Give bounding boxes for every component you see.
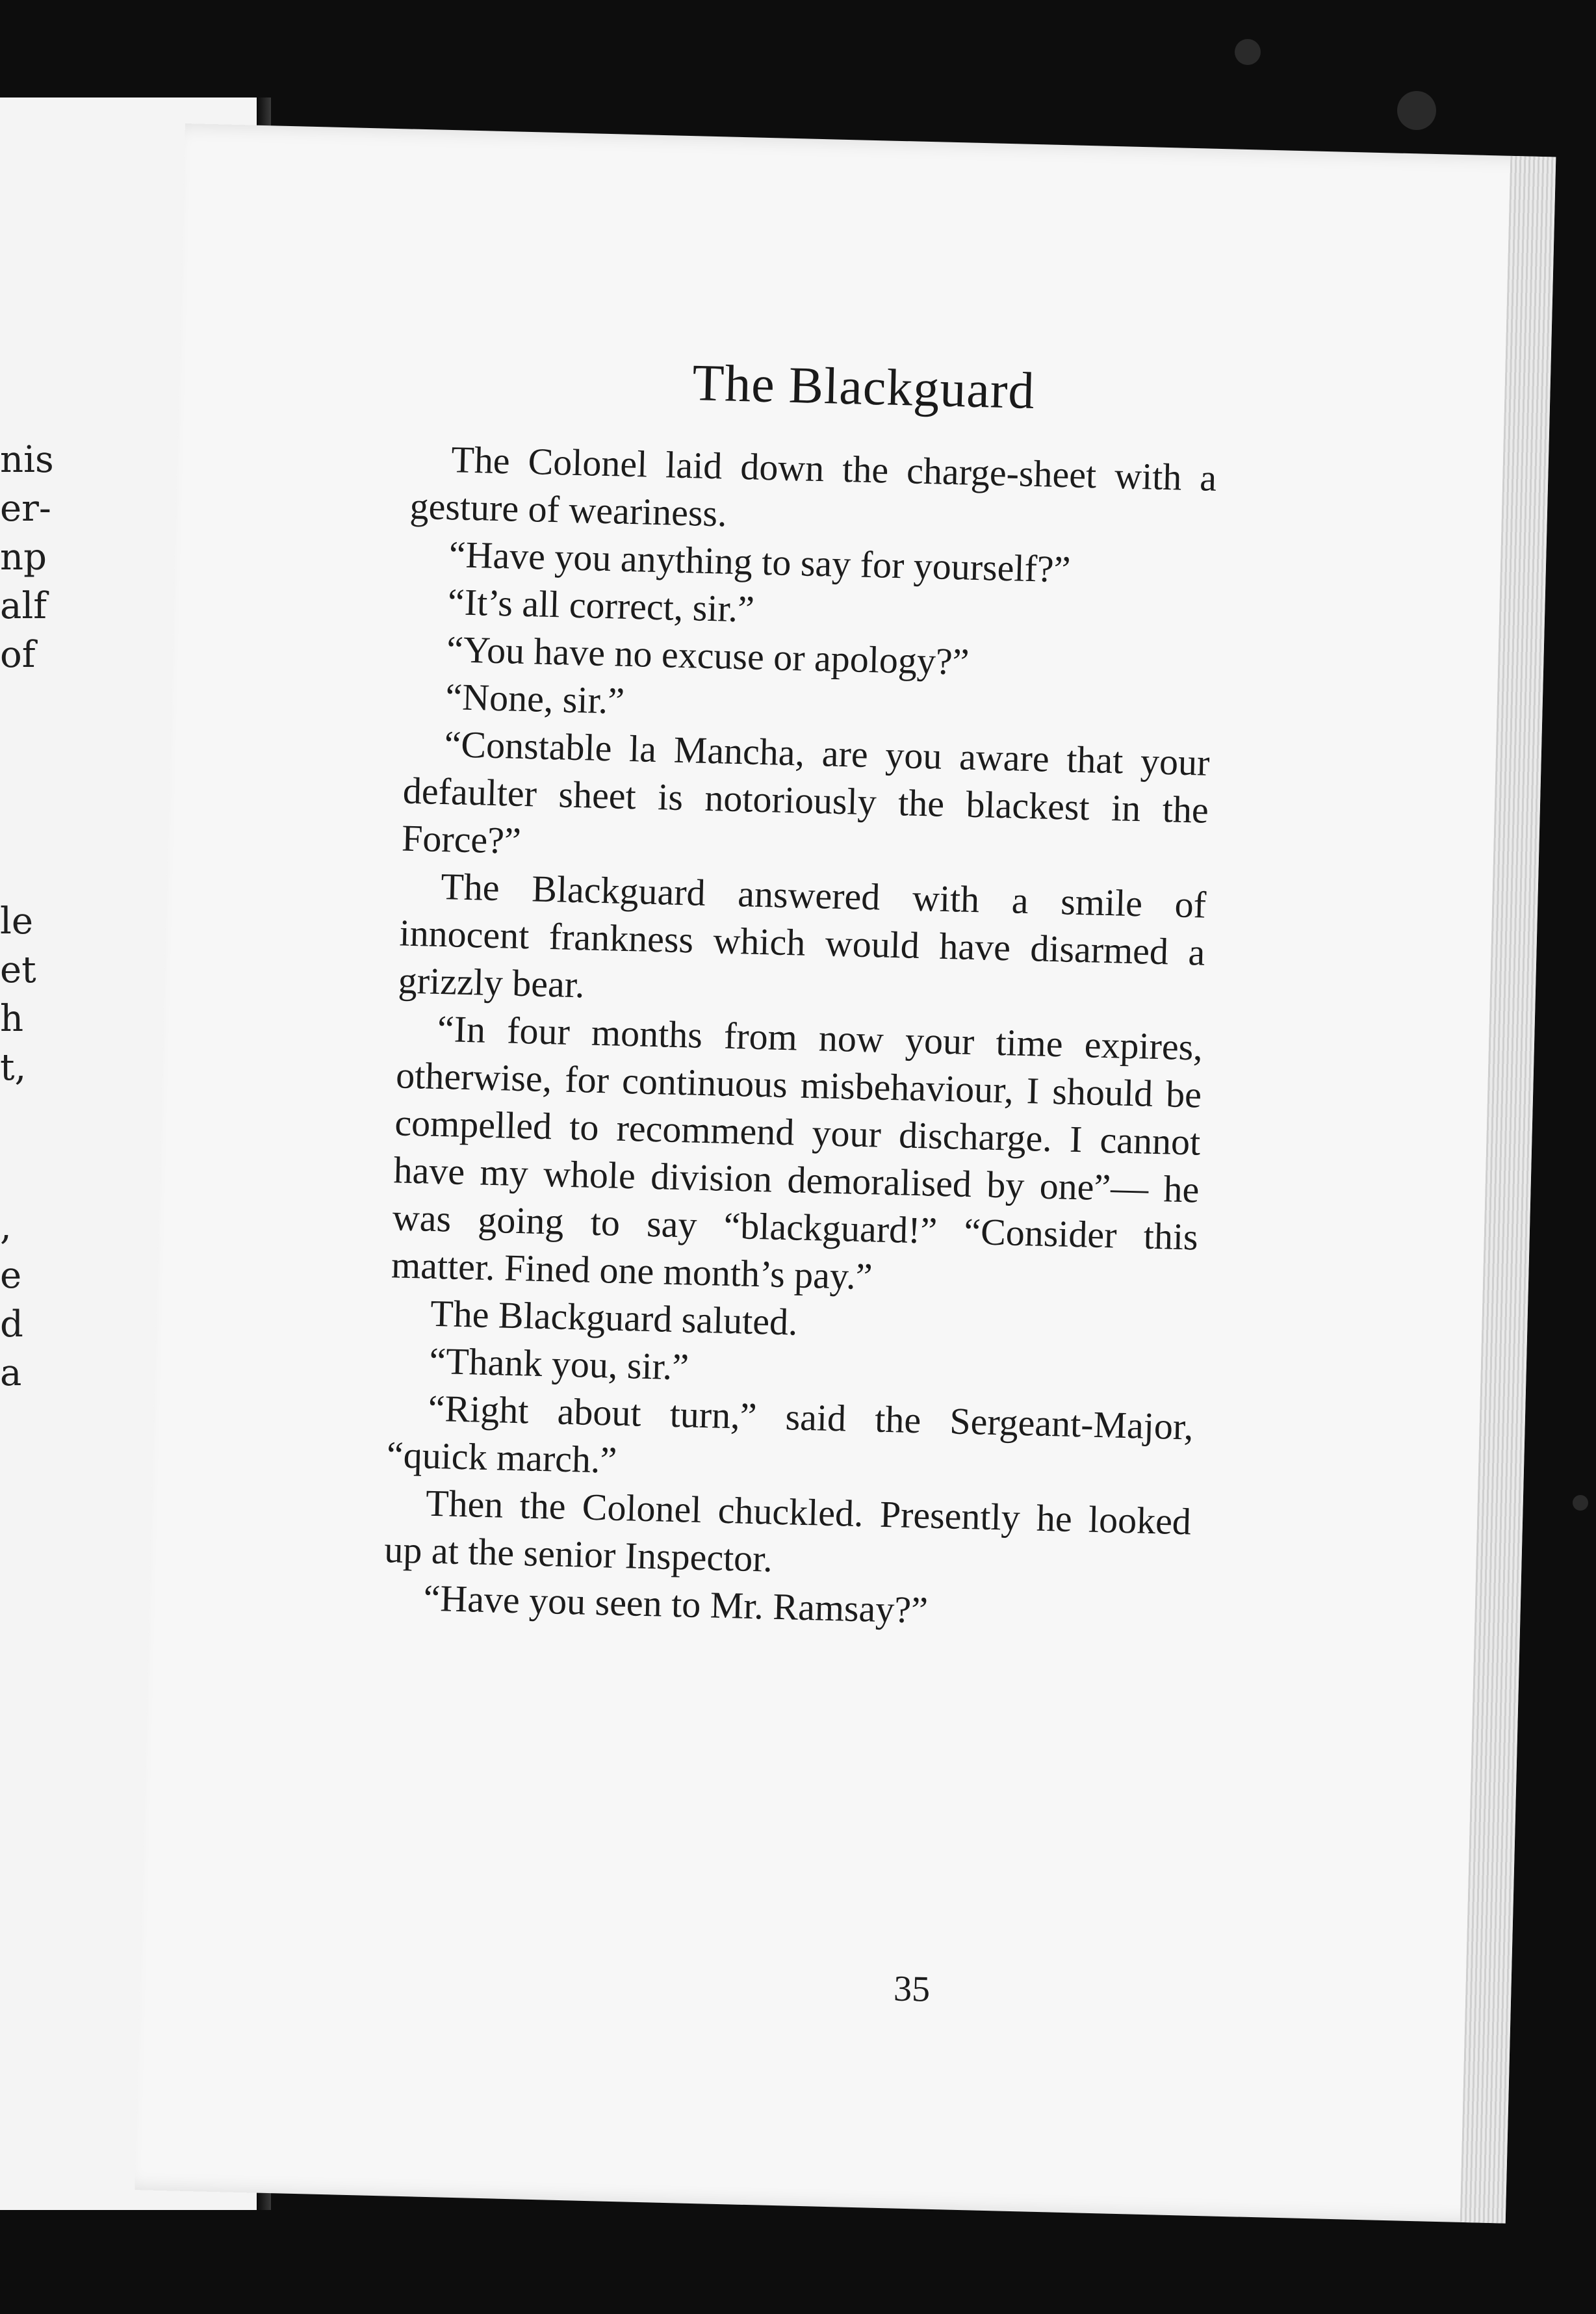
paragraph: “Have you seen to Mr. Ramsay?” bbox=[422, 1576, 929, 1632]
paragraph: “It’s all correct, sir.” bbox=[447, 580, 755, 630]
page-number: 35 bbox=[893, 1968, 931, 2010]
left-page-fragment: er- bbox=[0, 488, 51, 530]
background-speck bbox=[1235, 39, 1261, 65]
paragraph: “You have no excuse or apology?” bbox=[446, 628, 970, 683]
background-speck bbox=[1397, 91, 1436, 130]
paragraph: “In four months from now your time expires, otherwise, for continuous misbehaviour, I should be compelled to recommend your discharge. I cannot have my whole division demoralised by one”— he was going to say “blackguard!” “Consider this matter. Fined one month’s pay.” bbox=[391, 1007, 1203, 1298]
left-page-fragment: , bbox=[0, 1206, 12, 1248]
left-page-fragment: a bbox=[0, 1352, 22, 1394]
left-page-fragment: of bbox=[0, 634, 36, 676]
left-page-fragment: le bbox=[0, 900, 34, 942]
paragraph: “Right about turn,” said the Sergeant-Major, “quick march.” bbox=[386, 1386, 1194, 1481]
left-page-fragment: t, bbox=[0, 1046, 27, 1089]
left-page-fragment: alf bbox=[0, 585, 47, 627]
left-page-fragment: np bbox=[0, 536, 47, 578]
background-speck bbox=[1573, 1495, 1588, 1511]
paragraph: “Constable la Mancha, are you aware that your defaulter sheet is notoriously the blackest in the Force?” bbox=[401, 723, 1211, 862]
page-edges bbox=[1460, 156, 1556, 2224]
paragraph: Then the Colonel chuckled. Presently he looked up at the senior Inspector. bbox=[383, 1481, 1192, 1580]
left-page-fragment: h bbox=[0, 998, 24, 1040]
left-page-fragment: nis bbox=[0, 439, 54, 481]
left-page-fragment: et bbox=[0, 949, 36, 991]
right-page bbox=[135, 124, 1556, 2224]
paragraph: The Colonel laid down the charge-sheet with a gesture of weariness. bbox=[409, 438, 1217, 535]
paragraph: “Thank you, sir.” bbox=[428, 1339, 689, 1388]
paragraph: The Blackguard saluted. bbox=[430, 1292, 799, 1344]
paragraph: “Have you anything to say for yourself?” bbox=[448, 533, 1072, 591]
chapter-title: The Blackguard bbox=[691, 354, 1036, 421]
left-page-fragment: e bbox=[0, 1254, 22, 1297]
body-text bbox=[383, 435, 1217, 1641]
paragraph: The Blackguard answered with a smile of innocent frankness which would have disarmed a grizzly bear. bbox=[398, 864, 1207, 1006]
left-page-fragment: d bbox=[0, 1303, 23, 1346]
paragraph: “None, sir.” bbox=[444, 675, 625, 722]
